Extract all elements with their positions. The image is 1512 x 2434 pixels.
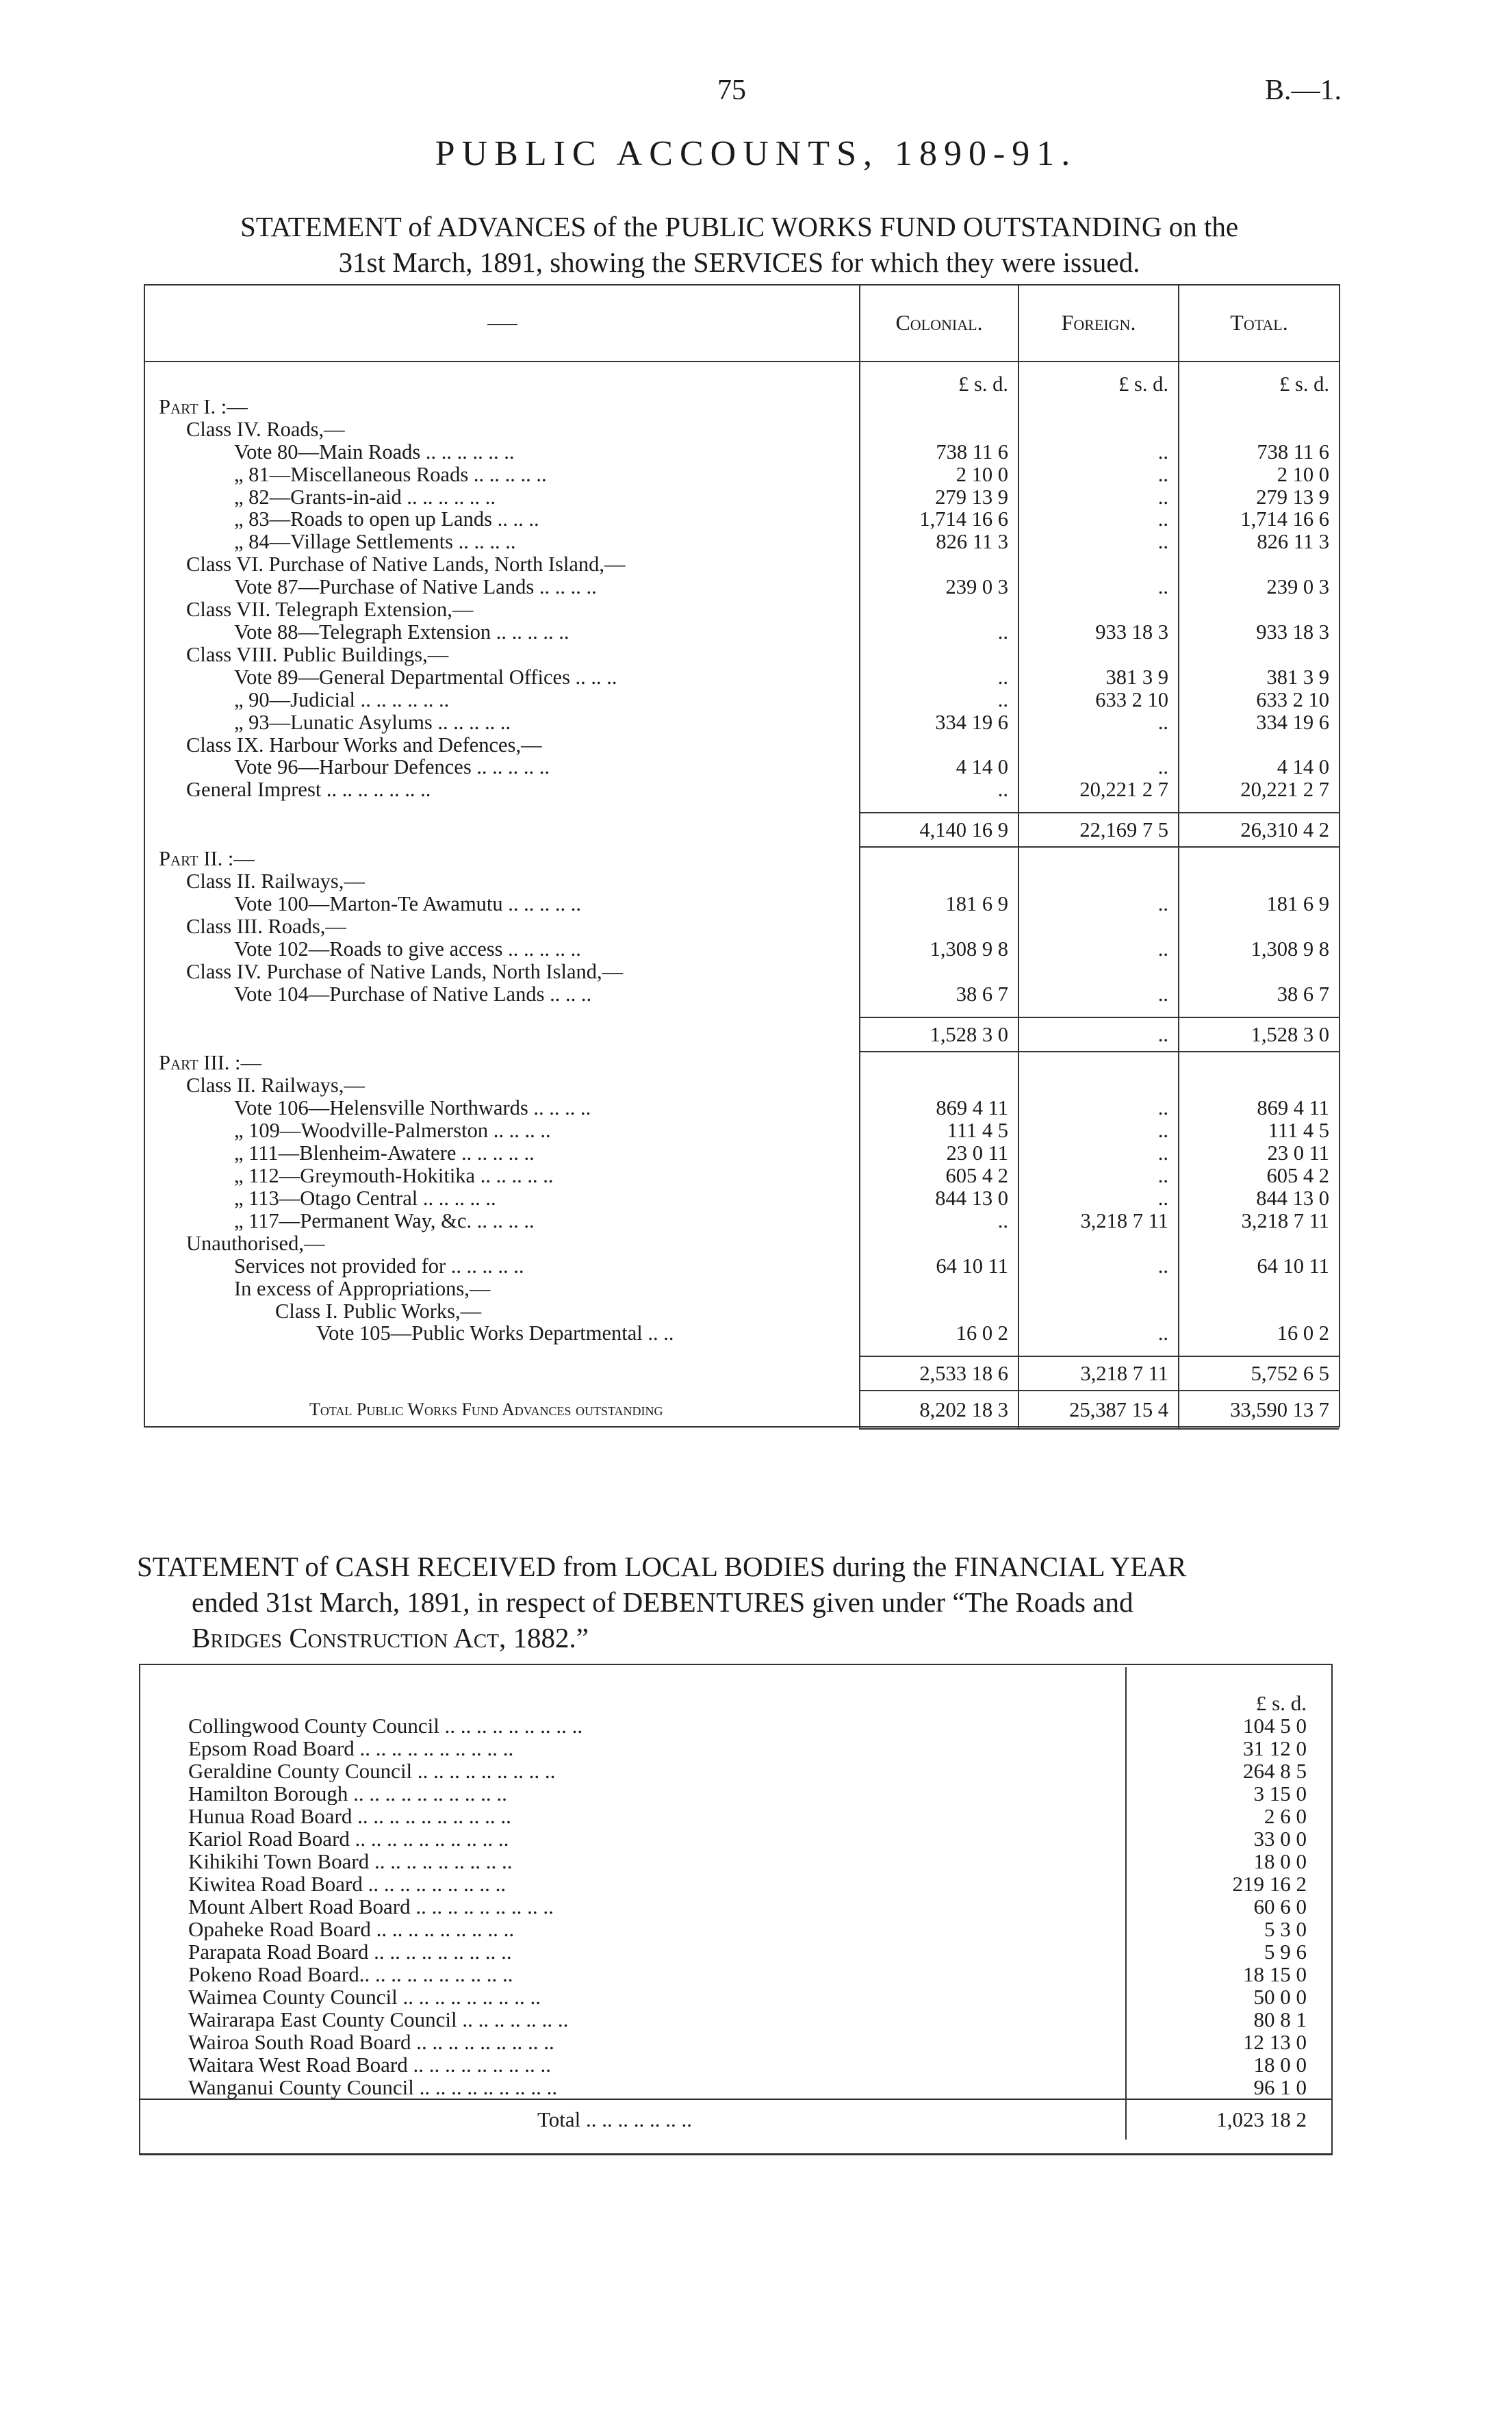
row-label: Class VIII. Public Buildings,—: [186, 643, 449, 666]
local-body-name: Pokeno Road Board.. .. .. .. .. .. .. .. .. ..: [188, 1963, 513, 1986]
total-cell: 38 6 7: [1179, 983, 1339, 1006]
row-label: „ 113—Otago Central .. .. .. .. ..: [234, 1187, 496, 1210]
total-cell: 738 11 6: [1179, 441, 1339, 464]
total-cell: 1,308 9 8: [1179, 938, 1339, 961]
foreign-cell: [1018, 1278, 1179, 1300]
total-cell: 869 4 11: [1179, 1097, 1339, 1119]
grand-total-row: [145, 1391, 1339, 1429]
foreign-cell: 381 3 9: [1018, 666, 1179, 689]
header-blank: [145, 284, 860, 362]
row-label: „ 82—Grants-in-aid .. .. .. .. .. ..: [234, 485, 496, 509]
foreign-cell: ..: [1018, 441, 1179, 464]
row-label: Vote 89—General Departmental Offices .. .. ..: [234, 665, 617, 689]
table-row: [145, 598, 1339, 621]
row-label: Vote 102—Roads to give access .. .. .. .. ..: [234, 937, 581, 961]
total-cell: 844 13 0: [1179, 1187, 1339, 1210]
colonial-cell: 869 4 11: [860, 1097, 1018, 1119]
total-cell: 2 10 0: [1179, 464, 1339, 486]
row-label: Vote 87—Purchase of Native Lands .. .. .. ..: [234, 576, 597, 599]
local-body-amount: 80 8 1: [1126, 2008, 1331, 2031]
colonial-cell: [860, 553, 1018, 576]
subtotal-label: [145, 813, 860, 847]
list-item: [140, 1805, 1331, 1827]
colonial-cell: 181 6 9: [860, 893, 1018, 915]
local-body-name: Waitara West Road Board .. .. .. .. .. .. .. .. ..: [188, 2053, 551, 2076]
total-amount: 1,023 18 2: [1126, 2099, 1331, 2140]
foreign-cell: [1018, 598, 1179, 621]
colonial-cell: [860, 734, 1018, 757]
row-label: Services not provided for .. .. .. .. ..: [234, 1254, 524, 1278]
foreign-cell: [1018, 418, 1179, 441]
foreign-cell: 3,218 7 11: [1018, 1210, 1179, 1232]
foreign-cell: [1018, 644, 1179, 666]
subtotal-label: [145, 1356, 860, 1391]
foreign-cell: ..: [1018, 756, 1179, 778]
list-item: [140, 1986, 1331, 2008]
statement1-caption-line1: STATEMENT of ADVANCES of the PUBLIC WORKS FUND OUTSTANDING on the: [240, 211, 1239, 242]
row-label: In excess of Appropriations,—: [234, 1277, 491, 1300]
colonial-cell: 2 10 0: [860, 464, 1018, 486]
table-row: [145, 893, 1339, 915]
list-item: [140, 1963, 1331, 1986]
colonial-cell: 738 11 6: [860, 441, 1018, 464]
total-cell: 1,714 16 6: [1179, 508, 1339, 531]
statement2-caption: [137, 1549, 1342, 1656]
colonial-cell: 826 11 3: [860, 531, 1018, 553]
foreign-cell: ..: [1018, 983, 1179, 1006]
foreign-cell: ..: [1018, 1097, 1179, 1119]
list-item: [140, 1940, 1331, 1963]
total-cell: 23 0 11: [1179, 1142, 1339, 1165]
colonial-cell: 64 10 11: [860, 1255, 1018, 1278]
local-body-name: Kihikihi Town Board .. .. .. .. .. .. .. .. ..: [188, 1850, 513, 1873]
subtotal-total: 1,528 3 0: [1179, 1017, 1339, 1052]
local-body-amount: 60 6 0: [1126, 1895, 1331, 1918]
local-body-amount: 104 5 0: [1126, 1714, 1331, 1737]
list-item: [140, 1895, 1331, 1918]
statement2-caption-line3: Bridges Construction Act, 1882.”: [192, 1622, 589, 1653]
subtotal-foreign: 22,169 7 5: [1018, 813, 1179, 847]
grand-total-foreign: 25,387 15 4: [1018, 1391, 1179, 1429]
row-label: Vote 88—Telegraph Extension .. .. .. .. ..: [234, 620, 569, 644]
table-row: [145, 870, 1339, 893]
total-cell: [1179, 1232, 1339, 1255]
grand-total-colonial: 8,202 18 3: [860, 1391, 1018, 1429]
local-body-amount: 18 0 0: [1126, 2053, 1331, 2076]
foreign-cell: ..: [1018, 711, 1179, 734]
subtotal-foreign: ..: [1018, 1017, 1179, 1052]
local-body-name: Waimea County Council .. .. .. .. .. .. .. .. ..: [188, 1986, 541, 2008]
table-row: [145, 711, 1339, 734]
colonial-cell: 111 4 5: [860, 1119, 1018, 1142]
local-body-amount: 3 15 0: [1126, 1782, 1331, 1805]
row-label: Part II. :—: [159, 847, 255, 870]
table-row: [145, 983, 1339, 1006]
foreign-cell: ..: [1018, 893, 1179, 915]
table-row: [145, 734, 1339, 757]
row-label: Class II. Railways,—: [186, 1074, 365, 1098]
subtotal-row: [145, 1356, 1339, 1391]
table-row: [145, 1074, 1339, 1097]
colonial-cell: 16 0 2: [860, 1322, 1018, 1345]
header-foreign: Foreign.: [1018, 284, 1179, 362]
total-cell: 826 11 3: [1179, 531, 1339, 553]
foreign-cell: ..: [1018, 1142, 1179, 1165]
subtotal-label: [145, 1017, 860, 1052]
row-label: Vote 80—Main Roads .. .. .. .. .. ..: [234, 440, 515, 464]
total-cell: 279 13 9: [1179, 486, 1339, 509]
list-item: [140, 2031, 1331, 2053]
total-cell: [1179, 553, 1339, 576]
colonial-cell: 4 14 0: [860, 756, 1018, 778]
colonial-cell: 38 6 7: [860, 983, 1018, 1006]
row-label: Vote 105—Public Works Departmental .. ..: [316, 1322, 674, 1345]
foreign-cell: [1018, 847, 1179, 870]
total-cell: [1179, 418, 1339, 441]
local-body-name: Geraldine County Council .. .. .. .. .. .. .. .. ..: [188, 1760, 556, 1782]
foreign-cell: ..: [1018, 1187, 1179, 1210]
row-label: Class VII. Telegraph Extension,—: [186, 598, 474, 621]
foreign-cell: [1018, 1300, 1179, 1323]
row-label: Class IV. Purchase of Native Lands, North Island,—: [186, 960, 624, 983]
local-body-name: Hunua Road Board .. .. .. .. .. .. .. .. .. ..: [188, 1805, 511, 1827]
foreign-cell: [1018, 734, 1179, 757]
row-label: Vote 96—Harbour Defences .. .. .. .. ..: [234, 756, 550, 779]
total-cell: 64 10 11: [1179, 1255, 1339, 1278]
colonial-cell: ..: [860, 666, 1018, 689]
table-row: [145, 1187, 1339, 1210]
header-total: Total.: [1179, 284, 1339, 362]
row-label: Part III. :—: [159, 1051, 262, 1075]
table-row: [145, 531, 1339, 553]
total-cell: [1179, 598, 1339, 621]
row-label: „ 112—Greymouth-Hokitika .. .. .. .. ..: [234, 1165, 554, 1187]
row-label: Class IV. Roads,—: [186, 418, 345, 441]
colonial-cell: [860, 598, 1018, 621]
foreign-cell: ..: [1018, 486, 1179, 509]
total-label: Total .. .. .. .. .. .. ..: [140, 2099, 1126, 2140]
foreign-cell: ..: [1018, 1255, 1179, 1278]
table-row: [145, 553, 1339, 576]
table-row: [145, 961, 1339, 983]
table-row: [145, 1119, 1339, 1142]
table-row: [145, 1097, 1339, 1119]
subtotal-colonial: 2,533 18 6: [860, 1356, 1018, 1391]
units-total: £ s. d.: [1179, 373, 1339, 396]
row-label: Part I. :—: [159, 395, 248, 418]
row-label: Unauthorised,—: [186, 1232, 325, 1255]
list-item: [140, 1827, 1331, 1850]
row-label: Vote 104—Purchase of Native Lands .. .. ..: [234, 983, 592, 1006]
local-body-amount: 31 12 0: [1126, 1737, 1331, 1760]
total-cell: [1179, 734, 1339, 757]
units-amount: £ s. d.: [1126, 1692, 1331, 1714]
total-cell: [1179, 396, 1339, 418]
local-body-amount: 5 3 0: [1126, 1918, 1331, 1940]
colonial-cell: 844 13 0: [860, 1187, 1018, 1210]
local-body-amount: 5 9 6: [1126, 1940, 1331, 1963]
total-cell: 381 3 9: [1179, 666, 1339, 689]
total-cell: [1179, 870, 1339, 893]
cash-received-table: [140, 1667, 1331, 2140]
local-body-amount: 50 0 0: [1126, 1986, 1331, 2008]
advances-table: [145, 284, 1339, 1430]
page-title: PUBLIC ACCOUNTS, 1890-91.: [435, 134, 1077, 173]
row-label: Class VI. Purchase of Native Lands, North Island,—: [186, 553, 626, 576]
table-row: [145, 1052, 1339, 1075]
list-item: [140, 1760, 1331, 1782]
colonial-cell: [860, 847, 1018, 870]
subtotal-row: [145, 813, 1339, 847]
statement2-caption-line2: ended 31st March, 1891, in respect of DEBENTURES given under “The Roads and: [192, 1586, 1133, 1618]
colonial-cell: ..: [860, 1210, 1018, 1232]
row-label: Class II. Railways,—: [186, 870, 365, 893]
total-cell: 20,221 2 7: [1179, 778, 1339, 801]
local-body-amount: 33 0 0: [1126, 1827, 1331, 1850]
local-body-amount: 96 1 0: [1126, 2076, 1331, 2099]
total-cell: 633 2 10: [1179, 689, 1339, 711]
total-cell: [1179, 1278, 1339, 1300]
units-row: [140, 1692, 1331, 1714]
foreign-cell: [1018, 915, 1179, 938]
colonial-cell: 1,308 9 8: [860, 938, 1018, 961]
local-body-name: Collingwood County Council .. .. .. .. .. .. .. .. ..: [188, 1714, 583, 1737]
row-label: „ 93—Lunatic Asylums .. .. .. .. ..: [234, 711, 511, 734]
foreign-cell: [1018, 961, 1179, 983]
table-row: [145, 847, 1339, 870]
local-body-name: Hamilton Borough .. .. .. .. .. .. .. .. .. ..: [188, 1782, 507, 1805]
row-label: „ 90—Judicial .. .. .. .. .. ..: [234, 688, 450, 711]
units-foreign: £ s. d.: [1018, 373, 1179, 396]
foreign-cell: [1018, 1074, 1179, 1097]
table-row: [145, 1255, 1339, 1278]
foreign-cell: [1018, 1232, 1179, 1255]
list-item: [140, 1782, 1331, 1805]
colonial-cell: [860, 644, 1018, 666]
units-row: [145, 373, 1339, 396]
local-body-amount: 18 0 0: [1126, 1850, 1331, 1873]
table-row: [145, 778, 1339, 801]
local-body-name: Kiwitea Road Board .. .. .. .. .. .. .. .. ..: [188, 1873, 507, 1895]
list-item: [140, 1714, 1331, 1737]
total-cell: 239 0 3: [1179, 576, 1339, 598]
statement1-caption: [103, 209, 1376, 280]
total-cell: 605 4 2: [1179, 1165, 1339, 1187]
row-label: Class I. Public Works,—: [275, 1300, 482, 1323]
total-cell: [1179, 1074, 1339, 1097]
grand-total-label: Total Public Works Fund Advances outstanding: [309, 1399, 663, 1420]
total-cell: 181 6 9: [1179, 893, 1339, 915]
table-row: [145, 508, 1339, 531]
table-row: [145, 418, 1339, 441]
local-body-name: Kariol Road Board .. .. .. .. .. .. .. .. .. ..: [188, 1827, 509, 1850]
foreign-cell: ..: [1018, 576, 1179, 598]
table-row: [145, 1322, 1339, 1345]
subtotal-foreign: 3,218 7 11: [1018, 1356, 1179, 1391]
row-label: „ 111—Blenheim-Awatere .. .. .. .. ..: [234, 1142, 535, 1165]
local-body-amount: 2 6 0: [1126, 1805, 1331, 1827]
foreign-cell: ..: [1018, 1119, 1179, 1142]
table-row: [145, 1165, 1339, 1187]
foreign-cell: ..: [1018, 464, 1179, 486]
statement1-caption-line2: 31st March, 1891, showing the SERVICES for which they were issued.: [338, 246, 1140, 278]
local-body-name: Parapata Road Board .. .. .. .. .. .. .. .. ..: [188, 1940, 512, 1963]
list-item: [140, 2008, 1331, 2031]
foreign-cell: [1018, 1052, 1179, 1075]
row-label: „ 109—Woodville-Palmerston .. .. .. ..: [234, 1119, 551, 1143]
header-colonial: Colonial.: [860, 284, 1018, 362]
local-body-amount: 264 8 5: [1126, 1760, 1331, 1782]
list-item: [140, 1850, 1331, 1873]
table-row: [145, 464, 1339, 486]
table-header-row: [145, 284, 1339, 362]
row-label: Class IX. Harbour Works and Defences,—: [186, 733, 542, 757]
row-label: Vote 106—Helensville Northwards .. .. .. ..: [234, 1097, 591, 1120]
total-cell: 933 18 3: [1179, 621, 1339, 644]
colonial-cell: [860, 1300, 1018, 1323]
local-body-name: Wairarapa East County Council .. .. .. .. .. .. ..: [188, 2008, 569, 2031]
row-label: „ 83—Roads to open up Lands .. .. ..: [234, 508, 539, 531]
subtotal-total: 26,310 4 2: [1179, 813, 1339, 847]
foreign-cell: ..: [1018, 531, 1179, 553]
row-label: Vote 100—Marton-Te Awamutu .. .. .. .. ..: [234, 893, 582, 915]
subtotal-total: 5,752 6 5: [1179, 1356, 1339, 1391]
colonial-cell: ..: [860, 778, 1018, 801]
local-body-amount: 18 15 0: [1126, 1963, 1331, 1986]
table-row: [145, 621, 1339, 644]
total-cell: [1179, 1052, 1339, 1075]
colonial-cell: [860, 1052, 1018, 1075]
table-row: [145, 915, 1339, 938]
list-item: [140, 1737, 1331, 1760]
total-cell: 3,218 7 11: [1179, 1210, 1339, 1232]
table-row: [145, 396, 1339, 418]
colonial-cell: [860, 1232, 1018, 1255]
colonial-cell: ..: [860, 621, 1018, 644]
colonial-cell: 1,714 16 6: [860, 508, 1018, 531]
table-row: [145, 486, 1339, 509]
table-row: [145, 756, 1339, 778]
total-cell: [1179, 644, 1339, 666]
local-body-name: Wairoa South Road Board .. .. .. .. .. .. .. .. ..: [188, 2031, 554, 2053]
total-cell: 16 0 2: [1179, 1322, 1339, 1345]
colonial-cell: 279 13 9: [860, 486, 1018, 509]
subtotal-colonial: 1,528 3 0: [860, 1017, 1018, 1052]
colonial-cell: [860, 418, 1018, 441]
local-body-name: Epsom Road Board .. .. .. .. .. .. .. .. .. ..: [188, 1737, 514, 1760]
colonial-cell: 23 0 11: [860, 1142, 1018, 1165]
list-item: [140, 1918, 1331, 1940]
foreign-cell: ..: [1018, 1322, 1179, 1345]
foreign-cell: [1018, 396, 1179, 418]
total-cell: 334 19 6: [1179, 711, 1339, 734]
colonial-cell: [860, 1074, 1018, 1097]
table-row: [145, 1300, 1339, 1323]
total-cell: 111 4 5: [1179, 1119, 1339, 1142]
list-item: [140, 2053, 1331, 2076]
colonial-cell: [860, 915, 1018, 938]
foreign-cell: ..: [1018, 1165, 1179, 1187]
local-body-name: Wanganui County Council .. .. .. .. .. .. .. .. ..: [188, 2076, 558, 2099]
row-label: Class III. Roads,—: [186, 915, 346, 938]
foreign-cell: ..: [1018, 938, 1179, 961]
total-cell: [1179, 915, 1339, 938]
row-label: General Imprest .. .. .. .. .. .. ..: [186, 778, 431, 802]
total-cell: [1179, 1300, 1339, 1323]
foreign-cell: ..: [1018, 508, 1179, 531]
row-label: „ 81—Miscellaneous Roads .. .. .. .. ..: [234, 463, 547, 486]
colonial-cell: 605 4 2: [860, 1165, 1018, 1187]
foreign-cell: [1018, 870, 1179, 893]
table-row: [145, 689, 1339, 711]
foreign-cell: 633 2 10: [1018, 689, 1179, 711]
table-row: [145, 1210, 1339, 1232]
colonial-cell: [860, 396, 1018, 418]
subtotal-row: [145, 1017, 1339, 1052]
colonial-cell: [860, 870, 1018, 893]
subtotal-colonial: 4,140 16 9: [860, 813, 1018, 847]
document-reference: B.—1.: [1265, 75, 1342, 106]
colonial-cell: ..: [860, 689, 1018, 711]
table-row: [145, 576, 1339, 598]
colonial-cell: 239 0 3: [860, 576, 1018, 598]
list-item: [140, 1873, 1331, 1895]
local-body-name: Mount Albert Road Board .. .. .. .. .. .. .. .. ..: [188, 1895, 554, 1918]
row-label: „ 117—Permanent Way, &c. .. .. .. ..: [234, 1209, 535, 1232]
total-row: [140, 2099, 1331, 2140]
total-cell: [1179, 847, 1339, 870]
local-body-amount: 219 16 2: [1126, 1873, 1331, 1895]
page-number: 75: [717, 75, 746, 106]
grand-total-total: 33,590 13 7: [1179, 1391, 1339, 1429]
list-item: [140, 2076, 1331, 2099]
table-row: [145, 1142, 1339, 1165]
total-cell: 4 14 0: [1179, 756, 1339, 778]
total-cell: [1179, 961, 1339, 983]
foreign-cell: 20,221 2 7: [1018, 778, 1179, 801]
table-row: [145, 644, 1339, 666]
colonial-cell: [860, 961, 1018, 983]
local-body-name: Opaheke Road Board .. .. .. .. .. .. .. .. ..: [188, 1918, 515, 1940]
row-label: „ 84—Village Settlements .. .. .. ..: [234, 531, 516, 554]
table-row: [145, 1232, 1339, 1255]
statement2-caption-line1: STATEMENT of CASH RECEIVED from LOCAL BODIES during the FINANCIAL YEAR: [137, 1551, 1187, 1582]
units-colonial: £ s. d.: [860, 373, 1018, 396]
colonial-cell: 334 19 6: [860, 711, 1018, 734]
local-body-amount: 12 13 0: [1126, 2031, 1331, 2053]
foreign-cell: 933 18 3: [1018, 621, 1179, 644]
table-row: [145, 441, 1339, 464]
table-row: [145, 938, 1339, 961]
colonial-cell: [860, 1278, 1018, 1300]
foreign-cell: [1018, 553, 1179, 576]
table-row: [145, 1278, 1339, 1300]
table-row: [145, 666, 1339, 689]
